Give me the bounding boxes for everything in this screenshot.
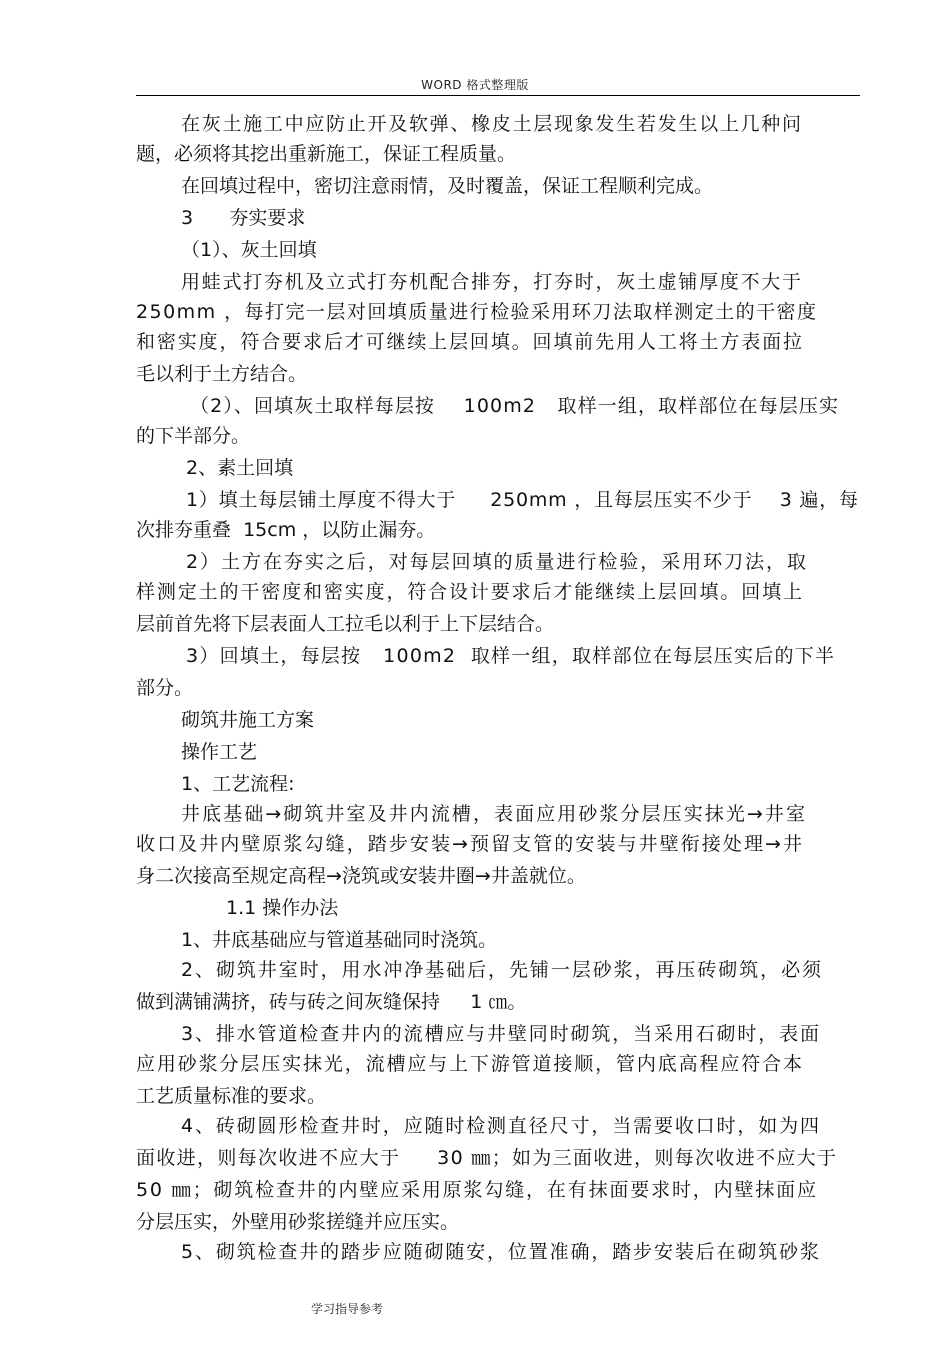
text-line: 操作工艺 [181, 741, 258, 763]
text-line: 面收进，则每次收进不应大于 30 ㎜；如为三面收进，则每次收进不应大于 [136, 1147, 838, 1169]
text-line: 收口及井内壁原浆勾缝，踏步安装→预留支管的安装与井壁衔接处理→井 [136, 833, 805, 855]
text-line: 和密实度，符合要求后才可继续上层回填。回填前先用人工将土方表面拉 [136, 331, 804, 353]
text-line: 身二次接高至规定高程→浇筑或安装井圈→井盖就位。 [136, 865, 586, 887]
text-line: 井底基础→砌筑井室及井内流槽，表面应用砂浆分层压实抹光→井室 [181, 803, 808, 825]
text-line: 50 ㎜；砌筑检查井的内壁应采用原浆勾缝，在有抹面要求时，内壁抹面应 [136, 1179, 818, 1201]
text-line: 2）土方在夯实之后，对每层回填的质量进行检验，采用环刀法，取 [186, 551, 808, 573]
page-header: WORD 格式整理版 [421, 78, 529, 92]
text-line: 工艺质量标准的要求。 [136, 1085, 327, 1107]
text-line: 5、砌筑检查井的踏步应随砌随安，位置准确，踏步安装后在砌筑砂浆 [181, 1241, 821, 1263]
text-line: 1、工艺流程: [181, 773, 295, 795]
text-line: 2、砌筑井室时，用水冲净基础后，先铺一层砂浆，再压砖砌筑，必须 [181, 959, 823, 981]
text-line: 应用砂浆分层压实抹光，流槽应与上下游管道接顺，管内底高程应符合本 [136, 1053, 804, 1075]
text-line: 部分。 [136, 677, 194, 699]
text-line: 2、素土回填 [186, 457, 294, 479]
text-line: 砌筑井施工方案 [181, 709, 315, 731]
text-line: 250mm ，每打完一层对回填质量进行检验采用环刀法取样测定土的干密度 [136, 301, 818, 323]
text-line: 3、排水管道检查井内的流槽应与井壁同时砌筑，当采用石砌时，表面 [181, 1023, 821, 1045]
text-line: 3）回填土，每层按 100m2 取样一组，取样部位在每层压实后的下半 [186, 645, 836, 667]
text-line: （2）、回填灰土取样每层按 100m2 取样一组，取样部位在每层压实 [190, 395, 840, 417]
text-line: 题，必须将其挖出重新施工，保证工程质量。 [136, 143, 517, 165]
text-line: 3 夯实要求 [181, 207, 306, 229]
text-line: 分层压实，外壁用砂浆搓缝并应压实。 [136, 1211, 460, 1233]
page-footer: 学习指导参考 [311, 1302, 384, 1316]
text-line: 1、井底基础应与管道基础同时浇筑。 [181, 929, 498, 951]
text-line: 的下半部分。 [136, 425, 251, 447]
text-line: 在灰土施工中应防止开及软弹、橡皮土层现象发生若发生以上几种问 [181, 113, 803, 135]
text-line: 用蛙式打夯机及立式打夯机配合排夯，打夯时，灰土虚铺厚度不大于 [181, 271, 803, 293]
text-line: 在回填过程中，密切注意雨情，及时覆盖，保证工程顺利完成。 [181, 175, 714, 197]
text-line: 1.1 操作办法 [226, 897, 339, 919]
text-line: 样测定土的干密度和密实度，符合设计要求后才能继续上层回填。回填上 [136, 581, 804, 603]
text-line: 毛以利于土方结合。 [136, 363, 308, 385]
text-line: （1）、灰土回填 [181, 239, 317, 261]
text-line: 4、砖砌圆形检查井时，应随时检测直径尺寸，当需要收口时，如为四 [181, 1115, 821, 1137]
text-line: 层前首先将下层表面人工拉毛以利于上下层结合。 [136, 613, 555, 635]
text-line: 次排夯重叠 15cm ，以防止漏夯。 [136, 519, 436, 541]
text-line: 做到满铺满挤，砖与砖之间灰缝保持 1 ㎝。 [136, 991, 527, 1013]
header-rule [136, 95, 860, 96]
text-line: 1）填土每层铺土厚度不得大于 250mm ，且每层压实不少于 3 遍，每 [186, 489, 859, 511]
